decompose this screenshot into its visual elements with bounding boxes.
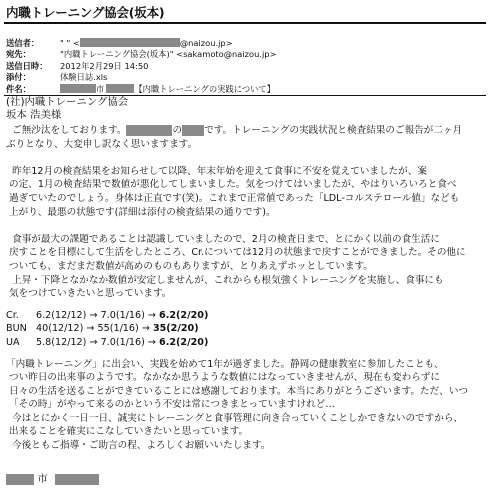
header-divider: [4, 22, 486, 24]
from-label: 送信者：: [6, 38, 40, 48]
value-feb: 35(2/20): [152, 323, 199, 335]
greeting-text: ご無沙汰をしております。: [6, 125, 127, 136]
redaction-block: [106, 84, 134, 93]
from-tail: @naizou.jp>: [179, 38, 233, 48]
subject-row: [6, 84, 277, 95]
lab-values-table: [6, 309, 486, 350]
redaction-block: [80, 38, 180, 47]
value-feb: 6.2(2/20): [159, 309, 209, 321]
table-row: [6, 322, 486, 336]
recipient-block: [6, 96, 128, 122]
arrow-icon: →: [89, 309, 98, 321]
redaction-block: [6, 474, 34, 485]
test-name: UA: [6, 336, 20, 348]
arrow-icon: →: [147, 336, 156, 348]
subject-label: 件名：: [6, 83, 31, 94]
greeting-line2: ぶりとなり、大変申し訳なく思いますます。: [6, 138, 198, 150]
letter-body: [6, 124, 486, 466]
arrow-icon: →: [86, 323, 95, 335]
test-name: Cr.: [6, 309, 19, 321]
from-value: " " <: [60, 38, 80, 48]
redaction-block: [60, 84, 96, 93]
paragraph-reflection: 「内職トレーニング」に出会い、実践を始めて1年が過ぎました。静岡の健康教室に参加したことも、 つい昨日の出来事のようです。なかなか思うような数値にはなっていきませんが、現在も変わらずに 日々の生活を送ることができていることには感謝しております。本当にありがとうございます。ただ、いつ 「その時」がやって来るのかという不安は常につきまとっていますけれど… 今はとにかく一日一日、誠実にトレーニングと食事管理に向き合っていくことしかできないのですから、 出来ることを確実にこなしていきたいと思っています。 今後ともご指導・ご助言の程、よろしくお願いいたします。: [6, 358, 469, 452]
subject-prefix: 市: [96, 83, 105, 94]
signature-city: 市: [37, 473, 48, 485]
signature: [6, 470, 99, 485]
attachment-row: [6, 72, 277, 83]
test-name: BUN: [6, 323, 27, 335]
greeting-no: の: [172, 125, 183, 136]
value-feb: 6.2(2/20): [159, 336, 209, 348]
value-dec: 5.8(12/12): [36, 336, 87, 348]
table-row: [6, 309, 486, 323]
arrow-icon: →: [141, 323, 150, 335]
date-row: [6, 61, 277, 72]
page-title: 内職トレーニング協会(坂本): [6, 5, 165, 20]
greeting-tail: です。トレーニングの実践状況と検査結果のご報告が二ヶ月: [204, 125, 463, 136]
redaction-block: [126, 125, 172, 136]
value-jan: 7.0(1/16): [100, 336, 145, 348]
value-dec: 6.2(12/12): [36, 309, 87, 321]
arrow-icon: →: [147, 309, 156, 321]
attachment-label: 添付：: [6, 72, 31, 83]
to-value: "内職トレーニング協会(坂本)" <sakamoto@naizou.jp>: [60, 49, 277, 60]
arrow-icon: →: [89, 336, 98, 348]
date-label: 送信日時：: [6, 60, 48, 71]
recipient-org: (社)内職トレーニング協会: [6, 96, 129, 108]
subject-value: 【内職トレーニングの実践について】: [134, 83, 276, 94]
value-jan: 55(1/16): [97, 323, 139, 335]
recipient-name: 坂本 浩美様: [6, 109, 62, 121]
paragraph-results: 昨年12月の検査結果をお知らせして以降、年末年始を迎えて食事に不安を覚えていましたが、案 の定、1月の検査結果で数値が悪化してしまいました。気をつけてはいましたが、やはりいろいろと食べ 過ぎていたのでしょう。身体は正直です(笑)。これまで正常値であった「LDL-コルステロール値」なども 上がり、最悪の状態です(詳細は添付の検査結果の通りです)。: [9, 165, 460, 218]
date-value: 2012年2月29日 14:50: [60, 60, 149, 71]
table-row: [6, 336, 486, 350]
redaction-block: [55, 474, 99, 485]
paragraph-greeting: [6, 124, 486, 151]
redaction-block: [182, 125, 204, 136]
attachment-value: 体験日誌.xls: [60, 72, 108, 83]
to-row: [6, 49, 277, 60]
value-dec: 40(12/12): [36, 323, 84, 335]
from-row: [6, 38, 277, 49]
paragraph-diet: 食事が最大の課題であることは認識していましたので、2月の検査日まで、とにかく以前の食生活に 戻すことを目標にして生活をしたところ、Cr.については12月の状態まで戻すことができました。その他に ついても、まだまだ数値が高めのものもありますが、とりあえずホッとしています。 上昇・下降となかなか数値が安定しませんが、これからも根気強くトレーニングを実施し、食事にも 気をつけていきたいと思っています。: [9, 233, 466, 300]
email-headers: [6, 38, 277, 95]
to-label: 宛先：: [6, 49, 31, 60]
value-jan: 7.0(1/16): [100, 309, 145, 321]
